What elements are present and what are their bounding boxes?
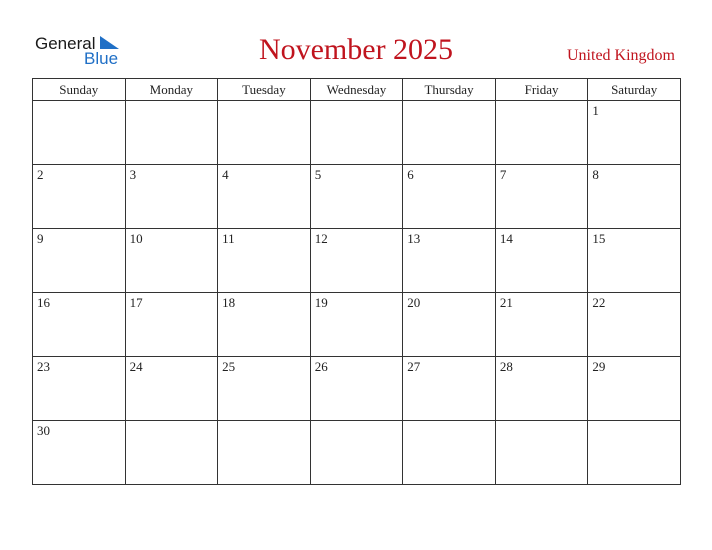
- day-number: [588, 421, 680, 423]
- day-number: 16: [37, 295, 50, 310]
- day-cell: [218, 293, 311, 357]
- day-cell: [218, 421, 311, 485]
- day-number: [126, 421, 218, 423]
- day-cell: [403, 101, 496, 165]
- day-number: 30: [37, 423, 50, 438]
- region-label: United Kingdom: [567, 47, 675, 64]
- day-number: 4: [222, 167, 229, 182]
- day-number: [403, 101, 495, 103]
- day-cell: [218, 165, 311, 229]
- logo-text-blue: Blue: [84, 49, 119, 68]
- day-cell: [125, 293, 218, 357]
- day-number: 14: [499, 231, 513, 246]
- day-number: [218, 421, 310, 423]
- day-number: [311, 421, 403, 423]
- day-cell: [403, 357, 496, 421]
- day-cell: [125, 229, 218, 293]
- day-number: 24: [129, 359, 143, 374]
- day-cell: [588, 421, 681, 485]
- day-number: 26: [314, 359, 328, 374]
- day-number: [33, 101, 125, 103]
- day-cell: [495, 357, 588, 421]
- day-cell: [588, 357, 681, 421]
- day-number: [311, 101, 403, 103]
- day-cell: [588, 229, 681, 293]
- day-number: 19: [314, 295, 328, 310]
- week-row: [33, 293, 681, 357]
- day-number: [126, 101, 218, 103]
- day-number: 8: [592, 167, 599, 182]
- day-number: 3: [129, 167, 137, 182]
- day-cell: [33, 293, 126, 357]
- day-number: 29: [592, 359, 606, 374]
- day-cell: [125, 421, 218, 485]
- day-number: 2: [37, 167, 44, 182]
- logo-text-general: General: [35, 34, 96, 53]
- day-cell: [310, 421, 403, 485]
- week-row: [33, 229, 681, 293]
- day-cell: [403, 165, 496, 229]
- day-cell: [403, 293, 496, 357]
- day-number: 1: [592, 103, 599, 118]
- day-cell: [403, 421, 496, 485]
- day-number: 9: [37, 231, 44, 246]
- weekday-header-row: [33, 79, 681, 101]
- calendar-grid: [32, 78, 681, 485]
- day-number: 12: [314, 231, 328, 246]
- day-cell: [33, 421, 126, 485]
- calendar-title: November 2025: [258, 33, 454, 66]
- day-number: 21: [499, 295, 513, 310]
- weekday-header: Wednesday: [310, 79, 403, 101]
- weekday-header: Monday: [125, 79, 218, 101]
- day-cell: [310, 101, 403, 165]
- day-number: 20: [407, 295, 421, 310]
- day-number: 11: [222, 231, 235, 246]
- day-cell: [310, 293, 403, 357]
- day-number: 5: [314, 167, 322, 182]
- day-number: 27: [407, 359, 421, 374]
- day-cell: [33, 165, 126, 229]
- day-number: 6: [407, 167, 414, 182]
- weekday-header: Sunday: [33, 79, 126, 101]
- day-number: 13: [407, 231, 421, 246]
- day-number: 15: [592, 231, 606, 246]
- day-cell: [403, 229, 496, 293]
- day-number: 25: [222, 359, 236, 374]
- day-number: 23: [37, 359, 50, 374]
- week-row: [33, 357, 681, 421]
- day-number: [496, 101, 588, 103]
- day-number: [403, 421, 495, 423]
- weekday-header: Tuesday: [218, 79, 311, 101]
- day-number: [496, 421, 588, 423]
- day-cell: [33, 101, 126, 165]
- weekday-header: Thursday: [403, 79, 496, 101]
- day-cell: [310, 165, 403, 229]
- weekday-header: Friday: [495, 79, 588, 101]
- day-number: 10: [129, 231, 143, 246]
- day-cell: [495, 293, 588, 357]
- weekday-header: Saturday: [588, 79, 681, 101]
- day-cell: [125, 165, 218, 229]
- day-cell: [125, 101, 218, 165]
- day-number: 18: [222, 295, 236, 310]
- week-row: [33, 101, 681, 165]
- day-cell: [33, 229, 126, 293]
- day-cell: [495, 229, 588, 293]
- day-cell: [588, 165, 681, 229]
- day-cell: [310, 229, 403, 293]
- day-cell: [218, 357, 311, 421]
- day-cell: [218, 229, 311, 293]
- day-cell: [495, 421, 588, 485]
- day-number: 17: [129, 295, 143, 310]
- week-row: [33, 421, 681, 485]
- day-cell: [310, 357, 403, 421]
- day-number: [218, 101, 310, 103]
- day-cell: [33, 357, 126, 421]
- day-cell: [495, 165, 588, 229]
- day-cell: [125, 357, 218, 421]
- day-cell: [588, 101, 681, 165]
- day-cell: [588, 293, 681, 357]
- day-cell: [218, 101, 311, 165]
- day-number: 22: [592, 295, 606, 310]
- day-number: 28: [499, 359, 513, 374]
- week-row: [33, 165, 681, 229]
- day-cell: [495, 101, 588, 165]
- day-number: 7: [499, 167, 507, 182]
